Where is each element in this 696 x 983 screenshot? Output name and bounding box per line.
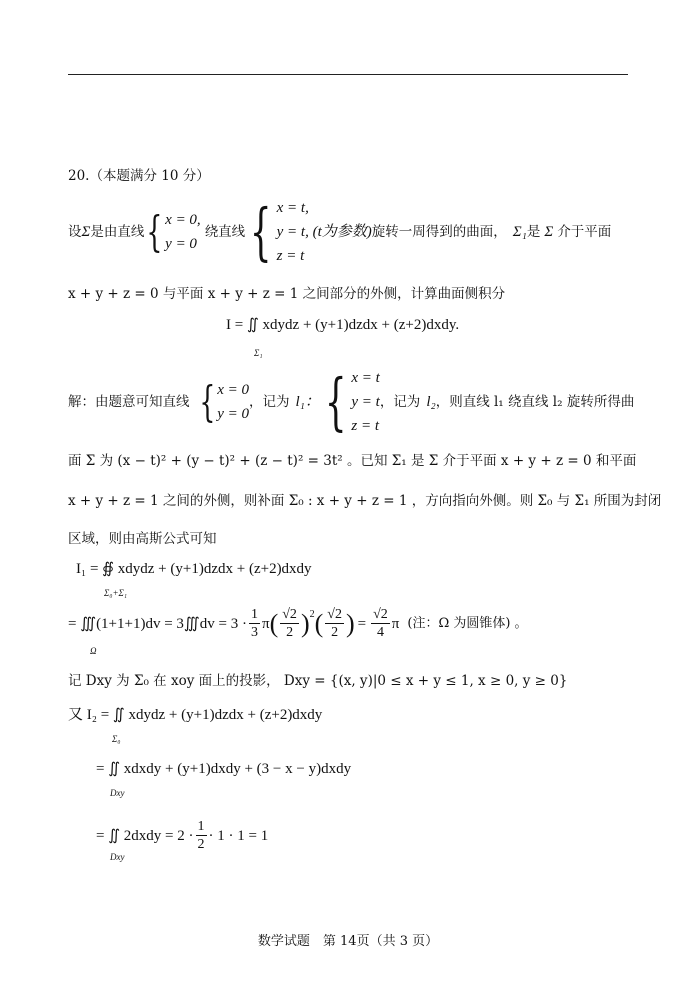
problem-header: 20.（本题满分 10 分） — [68, 168, 210, 184]
solution-line-3: x + y + z = 1 之间的外侧，则补面 Σ₀ : x + y + z = 1 ，方向指向外侧。则 Σ₀ 与 Σ₁ 所围为封闭 — [68, 493, 662, 509]
solution-line-5: 记 Dxy 为 Σ₀ 在 xoy 面上的投影， Dxy = {(x, y)|0 ≤ x + y ≤ 1, x ≥ 0, y ≥ 0} — [68, 673, 568, 689]
solution-system-2: x = t y = t z = t — [351, 370, 380, 434]
left-brace: { — [324, 365, 347, 438]
fraction: $\frac{√2}{2}$ — [327, 607, 342, 640]
problem-line-2: x + y + z = 0 与平面 x + y + z = 1 之间部分的外侧，计算曲面侧积分 — [68, 286, 506, 302]
fraction: $\frac{1}{2}$ — [197, 819, 205, 852]
fraction: $\frac{√2}{4}$ — [373, 607, 388, 640]
line-system-1: x = 0, y = 0 — [165, 212, 201, 252]
equation-I2-step: = ∬ xdxdy + (y+1)dxdy + (3 − x − y)dxdy Dxy — [96, 761, 352, 798]
equation-I1: I₁ = ∯ xdydz + (y+1)dzdx + (z+2)dxdy Σ₀+Σ₁ — [76, 561, 312, 598]
solution-system-1: x = 0 y = 0 — [217, 382, 250, 422]
left-brace: { — [198, 377, 215, 426]
equation-gauss: = ∭(1+1+1)dv = 3∭dv = 3 · $\frac{1}{3}$ π ( $\frac{√2}{2}$ ) 2 ( $\frac{√2}{2}$ ) = $\frac{√2}{4}$ π (注：Ω 为圆锥体) 。 Ω — [68, 607, 528, 656]
left-brace: { — [146, 207, 163, 256]
problem-line-1: 设 Σ 是由直线 { x = 0, y = 0 绕直线 { x = t, y = t, (t为参数) z = t 旋转一周得到的曲面， Σ₁ 是 Σ 介于平面 — [68, 195, 612, 268]
equation-I2-result: = ∬ 2dxdy = 2 · $\frac{1}{2}$ · 1 · 1 = 1 Dxy — [96, 819, 269, 862]
equation-I2: 又 I₂ = ∬ xdydz + (y+1)dzdx + (z+2)dxdy Σ₀ — [68, 707, 323, 744]
line-system-2: x = t, y = t, (t为参数) z = t — [276, 200, 372, 264]
left-brace: { — [250, 195, 272, 268]
integral-I: I = ∬ xdydz + (y+1)dzdx + (z+2)dxdy. Σ₁ — [226, 317, 460, 358]
solution-line-2: 面 Σ 为 (x − t)² + (y − t)² + (z − t)² = 3t² 。已知 Σ₁ 是 Σ 介于平面 x + y + z = 0 和平面 — [68, 453, 637, 469]
solution-line-4: 区域，则由高斯公式可知 — [68, 531, 217, 547]
solution-line-1: 解：由题意可知直线 { x = 0 y = 0 ，记为 l₁： { x = t y = t z = t ，记为 l₂ ，则直线 l₁ 绕直线 l₂ 旋转所得曲 — [68, 365, 635, 438]
page-footer: 数学试题 第 14页（共 3 页） — [257, 934, 439, 949]
header-rule — [68, 74, 628, 75]
fraction: $\frac{1}{3}$ — [251, 607, 258, 640]
fraction: $\frac{√2}{2}$ — [282, 607, 297, 640]
